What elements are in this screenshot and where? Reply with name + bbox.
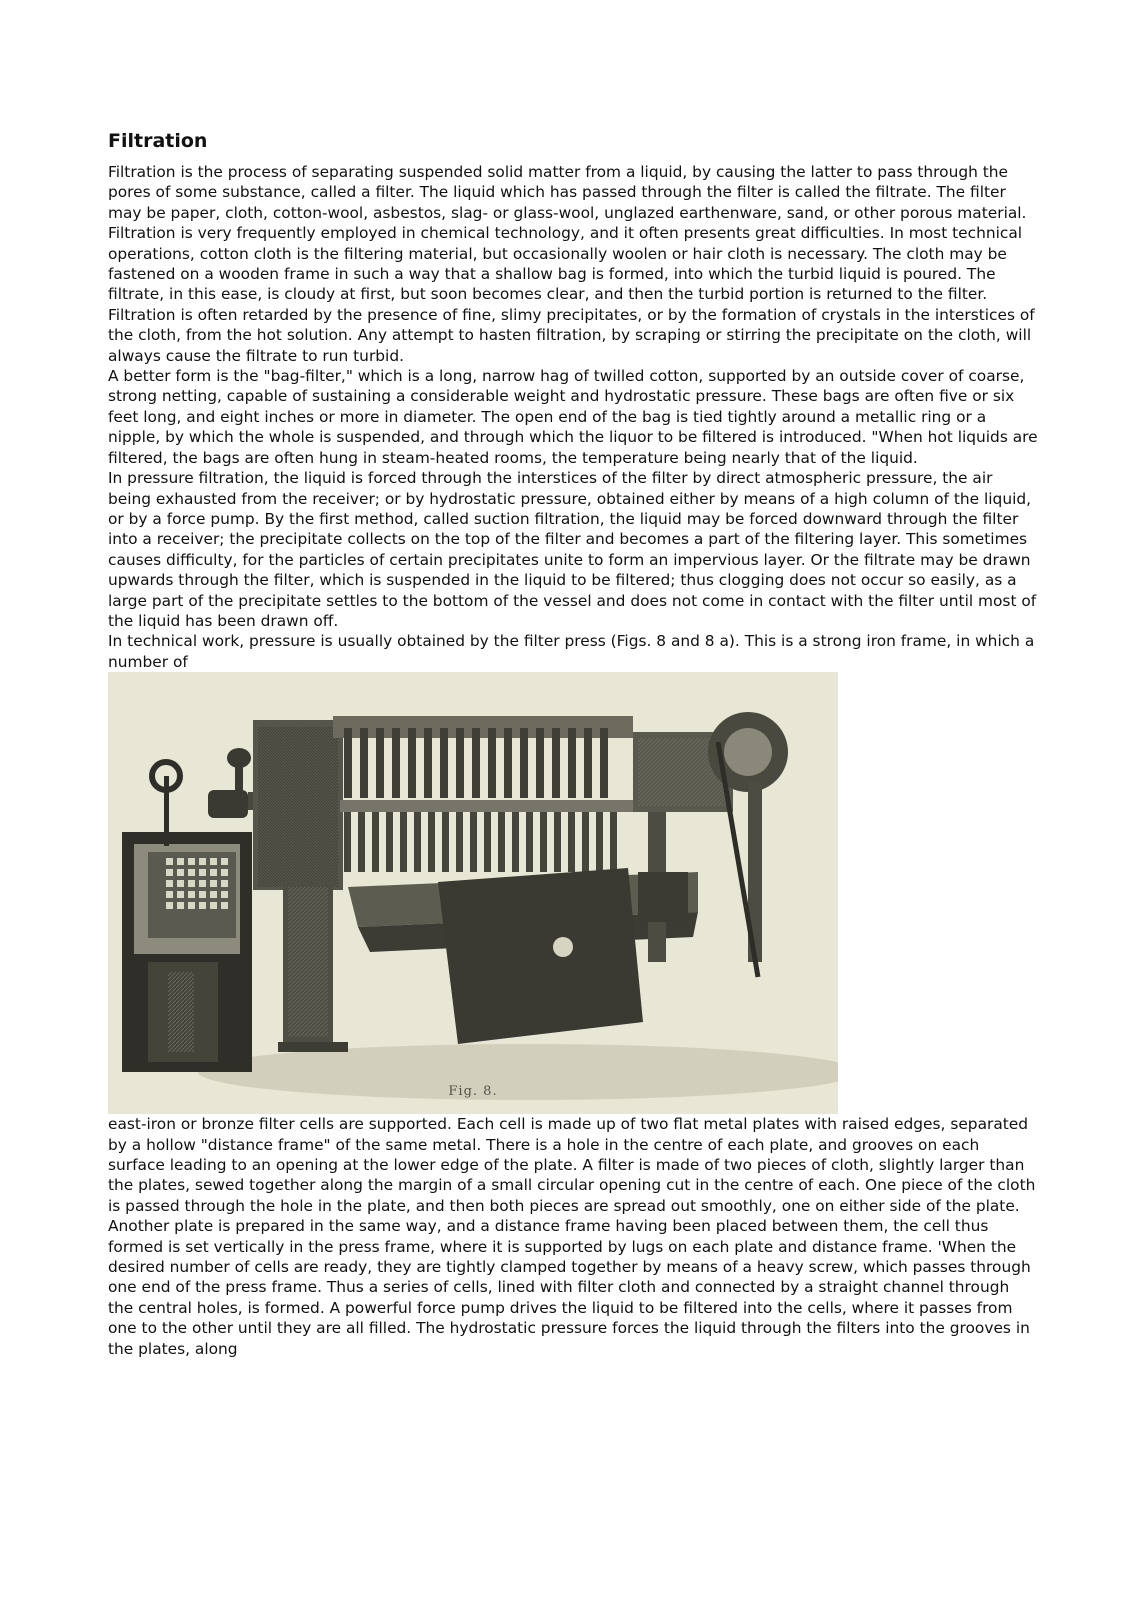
filter-press-engraving-icon — [108, 672, 838, 1114]
figure-caption: Fig. 8. — [448, 1084, 498, 1100]
paragraph-definition: Filtration is the process of separating suspended solid matter from a liquid, by causing the latter to pass through the pores of some substance, called a filter. The liquid which has passed through the filter is called the filtrate. The filter may be paper, cloth, cotton-wool, asbestos, slag- or glass-wool, unglazed earthenware, sand, or other porous material. — [108, 163, 1027, 222]
document-page — [108, 128, 1038, 1359]
paragraph-cloth-filtration: Filtration is very frequently employed in chemical technology, and it often presents great difficulties. In most technical operations, cotton cloth is the filtering material, but occasionally woolen or hair cloth is necessary. The cloth may be fastened on a wooden frame in such a way that a shallow bag is formed, into which the turbid liquid is poured. The filtrate, in this ease, is cloudy at first, but soon becomes clear, and then the turbid portion is returned to the filter. Filtration is often retarded by the presence of fine, slimy precipitates, or by the formation of crystals in the interstices of the cloth, from the hot solution. Any attempt to hasten filtration, by scraping or stirring the precipitate on the cloth, will always cause the filtrate to run turbid. — [108, 224, 1035, 365]
filter-press-figure — [108, 672, 838, 1114]
paragraph-filter-cells: east-iron or bronze filter cells are supported. Each cell is made up of two flat metal plates with raised edges, separated by a hollow "distance frame" of the same metal. There is a hole in the centre of each plate, and grooves on each surface leading to an opening at the lower edge of the plate. A filter is made of two pieces of cloth, slightly larger than the plates, sewed together along the margin of a small circular opening cut in the centre of each. One piece of the cloth is passed through the hole in the plate, and then both pieces are spread out smoothly, one on either side of the plate. — [108, 1115, 1036, 1215]
paragraph-pressure-filtration: In pressure filtration, the liquid is forced through the interstices of the filter by direct atmospheric pressure, the air being exhausted from the receiver; or by hydrostatic pressure, obtained either by means of a high column of the liquid, or by a force pump. By the first method, called suction filtration, the liquid may be forced downward through the filter into a receiver; the precipitate collects on the top of the filter and becomes a part of the filtering layer. This sometimes causes difficulty, for the particles of certain precipitates unite to form an impervious layer. Or the filtrate may be drawn upwards through the filter, which is suspended in the liquid to be filtered; thus clogging does not occur so easily, as a large part of the precipitate settles to the bottom of the vessel and does not come in contact with the filter until most of the liquid has been drawn off. — [108, 469, 1037, 630]
paragraph-cell-assembly: Another plate is prepared in the same way, and a distance frame having been placed between them, the cell thus formed is set vertically in the press frame, where it is supported by lugs on each plate and distance frame. 'When the desired number of cells are ready, they are tightly clamped together by means of a heavy screw, which passes through one end of the press frame. Thus a series of cells, lined with filter cloth and connected by a straight channel through the central holes, is formed. A powerful force pump drives the liquid to be filtered into the cells, where it passes from one to the other until they are all filled. The hydrostatic pressure forces the liquid through the filters into the grooves in the plates, along — [108, 1217, 1031, 1358]
paragraph-bag-filter: A better form is the "bag-filter," which is a long, narrow hag of twilled cotton, supported by an outside cover of coarse, strong netting, capable of sustaining a considerable weight and hydrostatic pressure. These bags are often five or six feet long, and eight inches or more in diameter. The open end of the bag is tied tightly around a metallic ring or a nipple, by which the whole is suspended, and through which the liquor to be filtered is introduced. "When hot liquids are filtered, the bags are often hung in steam-heated rooms, the temperature being nearly that of the liquid. — [108, 367, 1038, 467]
page-title: Filtration — [108, 130, 208, 152]
paragraph-filter-press-intro: In technical work, pressure is usually obtained by the filter press (Figs. 8 and 8 a). This is a strong iron frame, in which a number of — [108, 632, 1035, 671]
